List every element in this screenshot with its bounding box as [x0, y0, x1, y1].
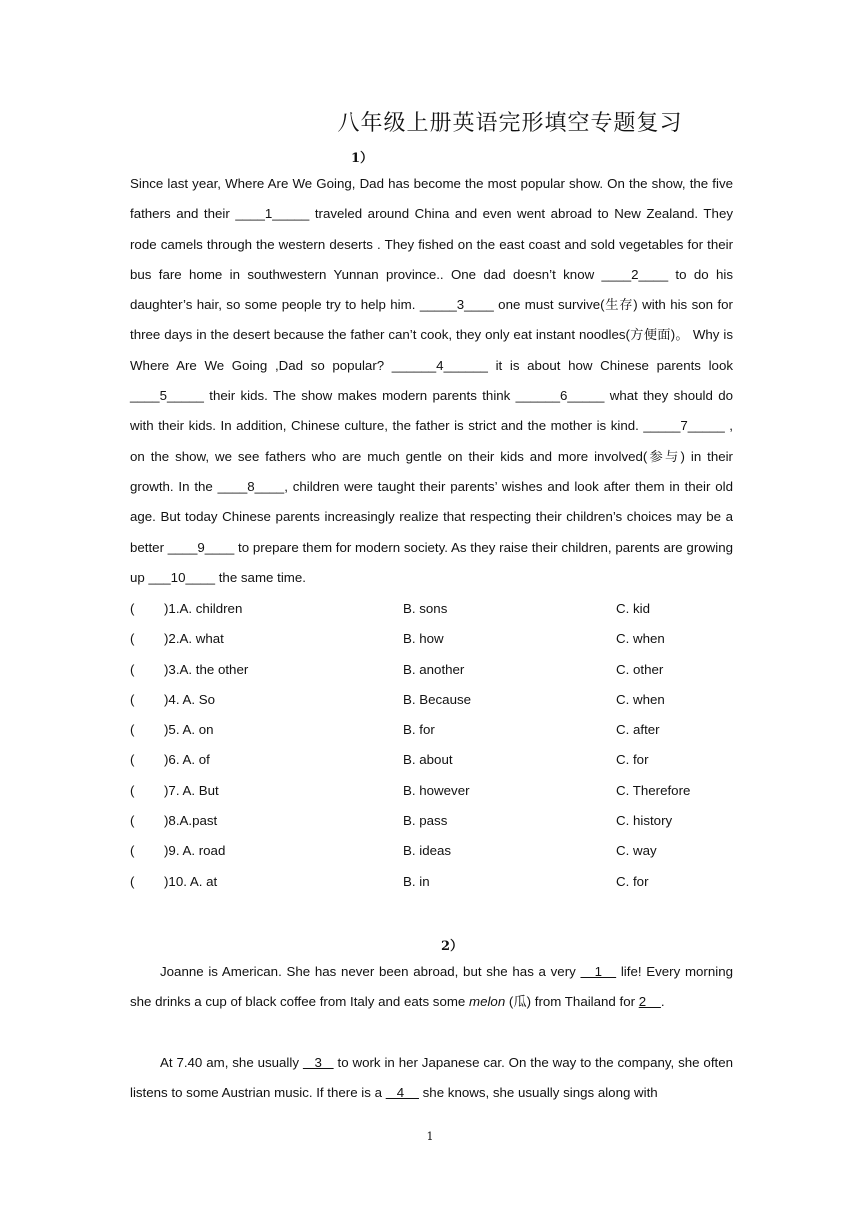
answer-blank: (	[130, 722, 135, 738]
option-b: B. ideas	[403, 843, 452, 859]
question-row	[130, 776, 750, 806]
option-a: )4. A. So	[164, 691, 215, 707]
text-run: she knows, she usually sings along with	[418, 1085, 658, 1101]
option-a: )2.A. what	[164, 631, 224, 647]
option-c: C. after	[616, 722, 660, 738]
answer-blank: (	[130, 661, 135, 677]
question-row	[130, 867, 750, 897]
option-c: C. when	[616, 691, 665, 707]
blank-2: 2	[638, 994, 661, 1010]
option-b: B. about	[403, 752, 453, 768]
option-a: )7. A. But	[164, 782, 219, 798]
text-run: .	[660, 994, 665, 1010]
question-row	[130, 655, 750, 685]
option-b: B. sons	[403, 601, 448, 616]
text-run: life! Every morning she drinks a cup of black coffee from Italy and eats some	[130, 964, 733, 1010]
answer-blank: (	[130, 752, 135, 768]
question-row	[130, 745, 750, 775]
question-row	[130, 806, 750, 836]
text-run: to work in her Japanese car. On the way to the company, she often listens to some Austrian music. If there is a	[130, 1055, 734, 1101]
option-a: )3.A. the other	[164, 661, 249, 677]
question-row	[130, 624, 750, 654]
document-title: 八年级上册英语完形填空专题复习	[337, 111, 683, 136]
option-c: C. Therefore	[616, 782, 691, 798]
section-1-label: 1）	[351, 151, 374, 166]
answer-blank: (	[130, 631, 135, 647]
option-c: C. for	[616, 752, 649, 768]
option-b: B. for	[403, 722, 435, 738]
answer-blank: (	[130, 873, 135, 889]
option-a: )8.A.past	[164, 813, 218, 829]
question-row	[130, 685, 750, 715]
option-a: )6. A. of	[164, 752, 210, 768]
blank-4: 4	[385, 1085, 419, 1101]
option-a: )10. A. at	[164, 873, 218, 889]
option-b: B. in	[403, 873, 430, 889]
melon-word: melon	[469, 994, 506, 1010]
answer-blank: (	[130, 813, 135, 829]
section-2-paragraph-2	[130, 1048, 733, 1109]
blank-3: 3	[302, 1055, 334, 1070]
section-2-paragraph-1	[130, 957, 733, 1018]
answer-blank: (	[130, 601, 135, 616]
option-c: C. for	[616, 873, 649, 889]
option-b: B. another	[403, 661, 465, 677]
blank-1: 1	[580, 964, 617, 979]
answer-blank: (	[130, 691, 135, 707]
section-1-passage: Since last year, Where Are We Going, Dad has become the most popular show. On the show, the five fathers and their ____1_____ traveled around China and even went abroad to New Zealand. They rode camels through the western deserts . They fished on the east coast and sold vegetables for their bus fare home in southwestern Yunnan province.. One dad doesn’t know ____2____ to do his daughter’s hair, so some people try to help him. _____3____ one must survive(生存) with his son for three days in the desert because the father can’t cook, they only eat instant noodles(方便面)。 Why is Where Are We Going ,Dad so popular? ______4______ it is about how Chinese parents look ____5_____ their kids. The show makes modern parents think ______6_____ what they should do with their kids. In addition, Chinese culture, the father is strict and the mother is kind. _____7_____ , on the show, we see fathers who are much gentle on their kids and more involved(参与) in their growth. In the ____8____, children were taught their parents’ wishes and look after them in their old age. But today Chinese parents increasingly realize that respecting their children’s choices may be a better ____9____ to prepare them for modern society. As they raise their children, parents are growing up ___10____ the same time.	[130, 176, 733, 585]
text-run: At 7.40 am, she usually	[160, 1055, 303, 1070]
text-run: (瓜) from Thailand for	[505, 994, 639, 1010]
option-c: C. when	[616, 631, 665, 647]
option-c: C. history	[616, 813, 673, 829]
answer-blank: (	[130, 843, 135, 859]
option-a: )1.A. children	[164, 601, 243, 616]
question-row	[130, 594, 750, 624]
section-2-label: 2）	[441, 939, 464, 954]
option-a: )5. A. on	[164, 722, 214, 738]
option-b: B. how	[403, 631, 444, 647]
option-a: )9. A. road	[164, 843, 226, 859]
option-c: C. other	[616, 661, 664, 677]
page-number: 1	[426, 1130, 434, 1143]
question-row	[130, 836, 750, 866]
answer-blank: (	[130, 782, 135, 798]
question-row	[130, 715, 750, 745]
option-c: C. kid	[616, 601, 650, 616]
question-options-list	[130, 594, 750, 897]
option-b: B. Because	[403, 691, 472, 707]
option-b: B. pass	[403, 813, 448, 829]
text-run: Joanne is American. She has never been abroad, but she has a very	[160, 964, 581, 979]
option-c: C. way	[616, 843, 657, 859]
option-b: B. however	[403, 782, 470, 798]
